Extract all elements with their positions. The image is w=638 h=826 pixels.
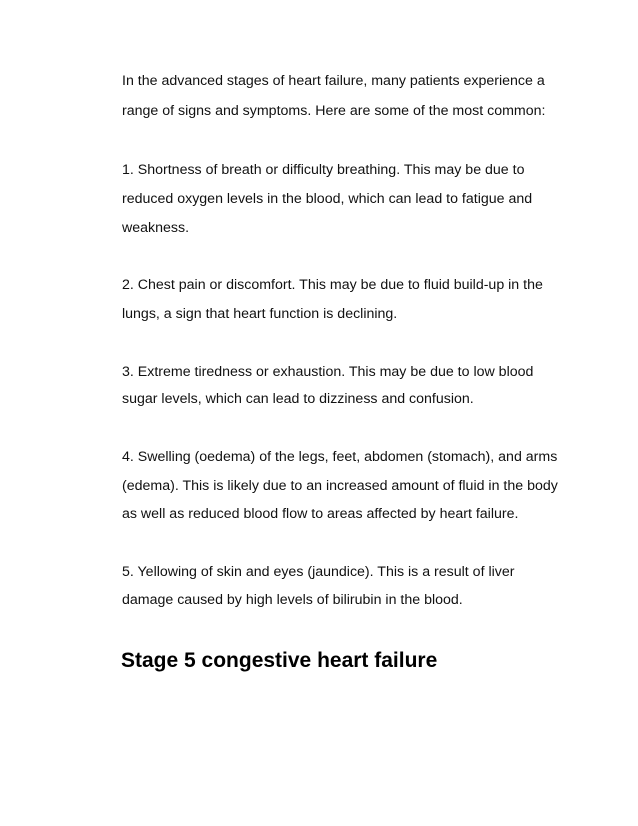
symptom-1-line: reduced oxygen levels in the blood, which can lead to fatigue and [122,191,533,207]
section-heading: Stage 5 congestive heart failure [121,649,438,672]
symptom-4-line: as well as reduced blood flow to areas affected by heart failure. [122,506,519,522]
symptom-1-line: weakness. [122,220,190,236]
intro-paragraph-line: range of signs and symptoms. Here are some of the most common: [122,103,546,119]
symptom-4-line: 4. Swelling (oedema) of the legs, feet, abdomen (stomach), and arms [122,449,558,465]
symptom-2-line: lungs, a sign that heart function is declining. [122,306,398,322]
symptom-2-line: 2. Chest pain or discomfort. This may be due to fluid build-up in the [122,277,543,293]
symptom-3-line: 3. Extreme tiredness or exhaustion. This may be due to low blood [122,364,534,380]
symptom-5-line: damage caused by high levels of bilirubin in the blood. [122,592,463,608]
symptom-3-line: sugar levels, which can lead to dizziness and confusion. [122,391,474,407]
symptom-4-line: (edema). This is likely due to an increased amount of fluid in the body [122,478,558,494]
symptom-1-line: 1. Shortness of breath or difficulty breathing. This may be due to [122,162,525,178]
intro-paragraph-line: In the advanced stages of heart failure, many patients experience a [122,73,545,89]
symptom-5-line: 5. Yellowing of skin and eyes (jaundice). This is a result of liver [122,564,515,580]
